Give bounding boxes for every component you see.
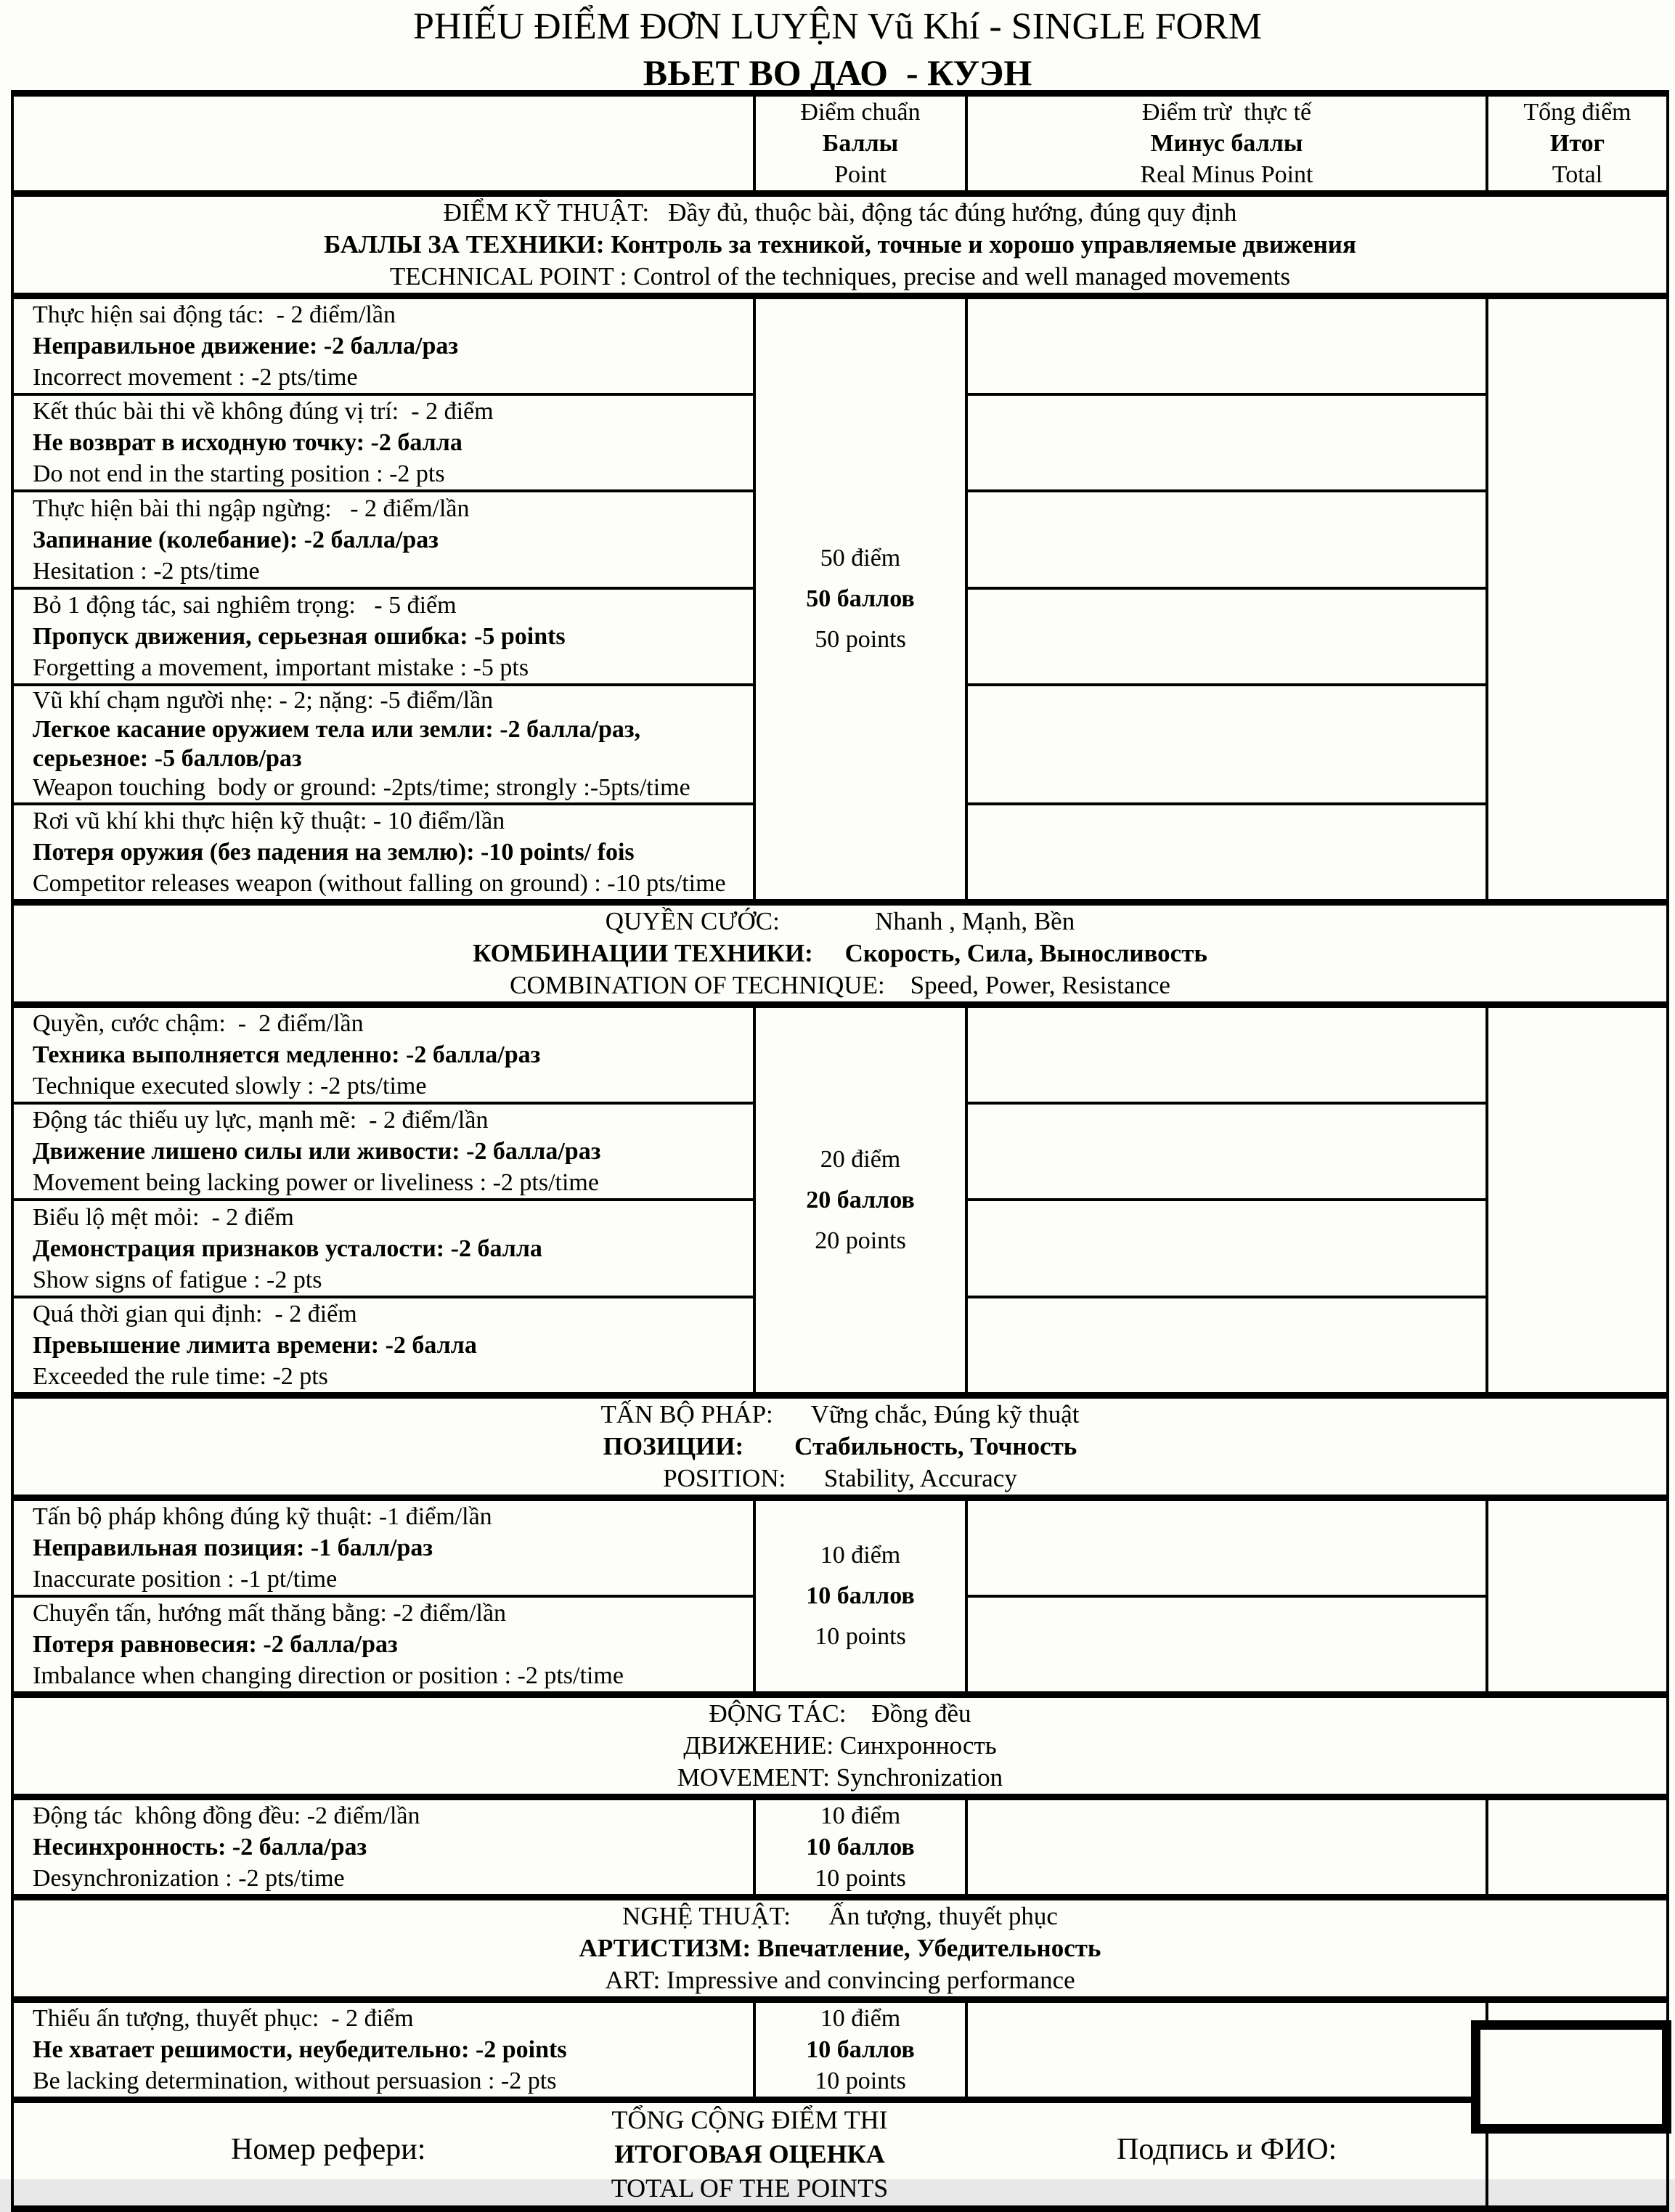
- total-label-vn: Tổng điểm: [1523, 99, 1631, 126]
- deduction-entry-cell: [966, 1200, 1487, 1297]
- section-total-cell: [1487, 296, 1668, 903]
- column-header-criteria-empty: [12, 94, 754, 194]
- section-total-cell: [1487, 1498, 1668, 1695]
- points-ru: 20 баллов: [806, 1186, 915, 1213]
- deduction-entry-cell: [966, 1103, 1487, 1200]
- section-title-ru: ДВИЖЕНИЕ: Синхронность: [683, 1731, 997, 1760]
- section-title-ru: КОМБИНАЦИИ ТЕХНИКИ: Скорость, Сила, Выносливость: [473, 939, 1207, 967]
- section-title-en: COMBINATION OF TECHNIQUE: Speed, Power, Resistance: [510, 971, 1170, 999]
- form-title: [0, 3, 1675, 94]
- criterion-cell: [12, 1297, 754, 1396]
- grand-total-vn: TỔNG CỘNG ĐIỂM THI: [611, 2105, 888, 2134]
- signature-label: Подпись и ФИО:: [1117, 2133, 1337, 2166]
- section-header-art: [12, 1898, 1668, 2000]
- criterion-text-vn: Quyền, cước chậm: - 2 điểm/lần: [33, 1010, 364, 1037]
- points-ru: 50 баллов: [806, 585, 915, 612]
- criterion-cell: [12, 1005, 754, 1104]
- column-header-row: [12, 94, 1668, 194]
- criterion-cell: [12, 588, 754, 685]
- criterion-text-vn: Tấn bộ pháp không đúng kỹ thuật: -1 điểm/lần: [33, 1503, 492, 1530]
- points-en: 20 points: [815, 1227, 906, 1254]
- criterion-row: [12, 1005, 1668, 1104]
- criterion-text-vn: Quá thời gian qui định: - 2 điểm: [33, 1301, 357, 1327]
- points-ru: 10 баллов: [806, 2036, 915, 2063]
- form-title-russian: ВЬЕТ ВО ДАО - КУЭН: [643, 52, 1032, 93]
- section-title-en: POSITION: Stability, Accuracy: [663, 1464, 1017, 1492]
- section-header-position: [12, 1396, 1668, 1498]
- points-ru: 10 баллов: [806, 1834, 915, 1861]
- criterion-text-ru: Не хватает решимости, неубедительно: -2 points: [33, 2036, 567, 2063]
- criterion-cell: [12, 491, 754, 588]
- criterion-text-en: Weapon touching body or ground: -2pts/time; strongly :-5pts/time: [33, 774, 690, 801]
- criterion-text-en: Exceeded the rule time: -2 pts: [33, 1363, 328, 1390]
- score-table: [11, 90, 1669, 2212]
- total-label-ru: Итог: [1549, 130, 1605, 157]
- criterion-text-vn: Động tác không đồng đều: -2 điểm/lần: [33, 1802, 420, 1829]
- standard-points-label-vn: Điểm chuẩn: [800, 99, 921, 126]
- standard-points-cell: [754, 1797, 966, 1898]
- section-title-ru: АРТИСТИЗМ: Впечатление, Убедительность: [579, 1934, 1101, 1962]
- criterion-text-vn: Biểu lộ mệt mỏi: - 2 điểm: [33, 1203, 294, 1231]
- real-minus-label-en: Real Minus Point: [1140, 161, 1313, 188]
- criterion-cell: [12, 394, 754, 491]
- section-header-technical-cell: [12, 194, 1668, 296]
- deduction-entry-cell: [966, 804, 1487, 903]
- section-title-vn: TẤN BỘ PHÁP: Vững chắc, Đúng kỹ thuật: [600, 1400, 1080, 1428]
- deduction-entry-cell: [966, 1596, 1487, 1695]
- deduction-entry-cell: [966, 685, 1487, 804]
- criterion-text-ru: Пропуск движения, серьезная ошибка: -5 points: [33, 623, 566, 650]
- column-header-total: [1487, 94, 1668, 194]
- criterion-text-ru: Техника выполняется медленно: -2 балла/раз: [33, 1041, 541, 1068]
- grand-total-ru: ИТОГОВАЯ ОЦЕНКА: [614, 2139, 885, 2168]
- points-vn: 10 điểm: [820, 2005, 901, 2032]
- section-header-position-cell: [12, 1396, 1668, 1498]
- criterion-text-ru: Превышение лимита времени: -2 балла: [33, 1332, 477, 1359]
- section-total-cell: [1487, 1797, 1668, 1898]
- criterion-text-ru: Запинание (колебание): -2 балла/раз: [33, 526, 439, 553]
- criterion-row: [12, 1797, 1668, 1898]
- section-title-ru: ПОЗИЦИИ: Стабильность, Точность: [603, 1432, 1077, 1460]
- criterion-text-en: Be lacking determination, without persuasion : -2 pts: [33, 2067, 557, 2094]
- criterion-text-ru: Движение лишено силы или живости: -2 балла/раз: [33, 1138, 601, 1165]
- section-title-vn: ĐIỂM KỸ THUẬT: Đầy đủ, thuộc bài, động tác đúng hướng, đúng quy định: [443, 198, 1237, 227]
- criterion-text-en: Imbalance when changing direction or position : -2 pts/time: [33, 1662, 624, 1689]
- points-vn: 10 điểm: [820, 1542, 901, 1569]
- section-title-en: TECHNICAL POINT : Control of the techniques, precise and well managed movements: [389, 262, 1291, 290]
- criterion-text-ru: Неправильная позиция: -1 балл/раз: [33, 1534, 433, 1561]
- criterion-text-en: Desynchronization : -2 pts/time: [33, 1865, 345, 1892]
- criterion-text-vn: Thực hiện bài thi ngập ngừng: - 2 điểm/lần: [33, 495, 470, 522]
- section-title-en: ART: Impressive and convincing performance: [605, 1966, 1075, 1994]
- deduction-entry-cell: [966, 394, 1487, 491]
- section-title-vn: QUYỀN CƯỚC: Nhanh , Mạnh, Bền: [605, 907, 1075, 935]
- criterion-cell: [12, 296, 754, 395]
- real-minus-label-vn: Điểm trừ thực tế: [1141, 99, 1312, 126]
- criterion-text-en: Show signs of fatigue : -2 pts: [33, 1266, 322, 1293]
- deduction-entry-cell: [966, 491, 1487, 588]
- points-en: 50 points: [815, 626, 906, 653]
- deduction-entry-cell: [966, 588, 1487, 685]
- criterion-text-en: Competitor releases weapon (without falling on ground) : -10 pts/time: [33, 870, 726, 897]
- criterion-cell: [12, 1103, 754, 1200]
- total-label-en: Total: [1552, 161, 1603, 188]
- criterion-text-ru: Несинхронность: -2 балла/раз: [33, 1834, 367, 1861]
- section-header-art-cell: [12, 1898, 1668, 2000]
- criterion-text-ru: Потеря равновесия: -2 балла/раз: [33, 1631, 398, 1658]
- total-score-box: [1471, 2020, 1671, 2134]
- criterion-text-en: Incorrect movement : -2 pts/time: [33, 364, 358, 391]
- criterion-cell: [12, 1797, 754, 1898]
- criterion-row: [12, 2000, 1668, 2100]
- form-title-vietnamese-english: PHIẾU ĐIỂM ĐƠN LUYỆN Vũ Khí - SINGLE FORM: [412, 6, 1262, 47]
- criterion-text-vn: Kết thúc bài thi về không đúng vị trí: - 2 điểm: [33, 398, 494, 425]
- criterion-text-vn: Rơi vũ khí khi thực hiện kỹ thuật: - 10 điểm/lần: [33, 808, 505, 834]
- standard-points-cell: [754, 296, 966, 903]
- criterion-text-en: Inaccurate position : -1 pt/time: [33, 1566, 338, 1593]
- criterion-cell: [12, 1200, 754, 1297]
- criterion-text-vn: Vũ khí chạm người nhẹ: - 2; nặng: -5 điểm/lần: [33, 687, 494, 714]
- criterion-row: [12, 1498, 1668, 1597]
- criterion-text-vn: Thiếu ấn tượng, thuyết phục: - 2 điểm: [33, 2005, 414, 2032]
- deduction-entry-cell: [966, 1498, 1487, 1597]
- section-title-vn: NGHỆ THUẬT: Ấn tượng, thuyết phục: [622, 1902, 1058, 1930]
- criterion-text-ru: Потеря оружия (без падения на землю): -10 points/ fois: [33, 839, 635, 866]
- criterion-text-en: Do not end in the starting position : -2 pts: [33, 460, 445, 487]
- criterion-cell: [12, 1596, 754, 1695]
- section-title-vn: ĐỘNG TÁC: Đồng đều: [709, 1699, 971, 1728]
- criterion-text-en: Technique executed slowly : -2 pts/time: [33, 1073, 427, 1099]
- criterion-text-vn: Chuyển tấn, hướng mất thăng bằng: -2 điểm/lần: [33, 1600, 507, 1627]
- points-vn: 50 điểm: [820, 545, 901, 572]
- deduction-entry-cell: [966, 1797, 1487, 1898]
- standard-points-cell: [754, 1005, 966, 1396]
- section-title-ru: БАЛЛЫ ЗА ТЕХНИКИ: Контроль за техникой, точные и хорошо управляемые движения: [324, 230, 1356, 259]
- section-header-combination-cell: [12, 903, 1668, 1005]
- standard-points-cell: [754, 2000, 966, 2100]
- criterion-text-vn: Thực hiện sai động tác: - 2 điểm/lần: [33, 301, 396, 328]
- deduction-entry-cell: [966, 2000, 1487, 2100]
- points-en: 10 points: [815, 2067, 906, 2094]
- referee-number-label: Номер рефери:: [231, 2133, 426, 2166]
- standard-points-label-en: Point: [834, 161, 887, 188]
- standard-points-label-ru: Баллы: [822, 130, 899, 157]
- deduction-entry-cell: [966, 1005, 1487, 1104]
- criterion-text-ru: Демонстрация признаков усталости: -2 балла: [33, 1235, 542, 1262]
- deduction-entry-cell: [966, 296, 1487, 395]
- criterion-text-en: Forgetting a movement, important mistake : -5 pts: [33, 654, 529, 681]
- column-header-standard-points: [754, 94, 966, 194]
- section-header-movement-cell: [12, 1695, 1668, 1797]
- criterion-row: [12, 296, 1668, 395]
- standard-points-cell: [754, 1498, 966, 1695]
- deduction-entry-cell: [966, 1297, 1487, 1396]
- section-header-technical: [12, 194, 1668, 296]
- section-header-combination: [12, 903, 1668, 1005]
- grand-total-en: TOTAL OF THE POINTS: [611, 2174, 889, 2203]
- section-total-cell: [1487, 1005, 1668, 1396]
- criterion-text-ru: Легкое касание оружием тела или земли: -2 балла/раз, серьезное: -5 баллов/раз: [33, 716, 647, 772]
- criterion-text-vn: Bỏ 1 động tác, sai nghiêm trọng: - 5 điểm: [33, 592, 457, 619]
- criterion-cell: [12, 685, 754, 804]
- column-header-real-minus: [966, 94, 1487, 194]
- points-vn: 10 điểm: [820, 1802, 901, 1829]
- criterion-text-en: Hesitation : -2 pts/time: [33, 557, 260, 585]
- criterion-text-vn: Động tác thiếu uy lực, mạnh mẽ: - 2 điểm/lần: [33, 1107, 489, 1134]
- points-ru: 10 баллов: [806, 1582, 915, 1609]
- points-en: 10 points: [815, 1623, 906, 1650]
- real-minus-label-ru: Минус баллы: [1150, 130, 1303, 157]
- criterion-text-ru: Неправильное движение: -2 балла/раз: [33, 333, 459, 359]
- criterion-text-en: Movement being lacking power or liveliness : -2 pts/time: [33, 1169, 599, 1196]
- criterion-cell: [12, 1498, 754, 1597]
- criterion-cell: [12, 2000, 754, 2100]
- criterion-text-ru: Не возврат в исходную точку: -2 балла: [33, 429, 462, 456]
- criterion-cell: [12, 804, 754, 903]
- points-en: 10 points: [815, 1865, 906, 1892]
- section-title-en: MOVEMENT: Synchronization: [677, 1763, 1003, 1792]
- points-vn: 20 điểm: [820, 1145, 901, 1173]
- section-header-movement: [12, 1695, 1668, 1797]
